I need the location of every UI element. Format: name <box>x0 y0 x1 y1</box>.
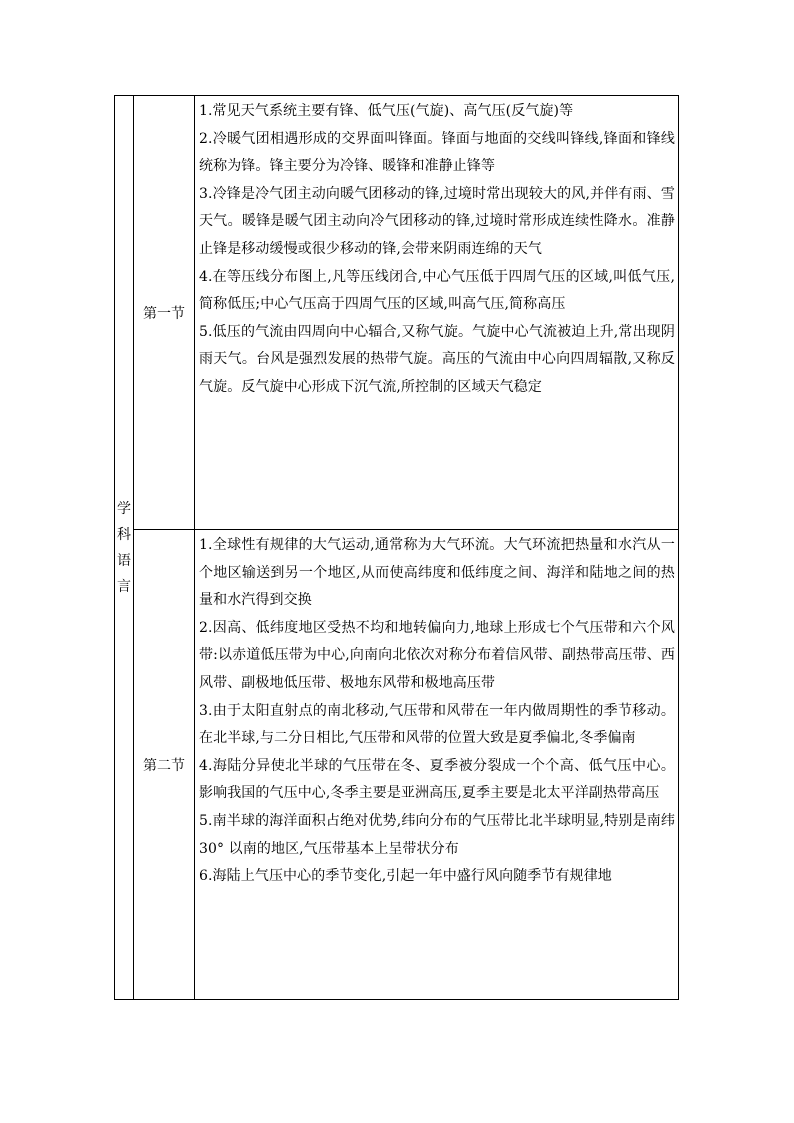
category-char: 学 <box>117 500 131 517</box>
section-content-cell <box>195 96 679 530</box>
category-char: 语 <box>117 552 131 569</box>
section-title-cell <box>134 530 195 1000</box>
table-row <box>115 530 679 1000</box>
list-item: 3.冷锋是冷气团主动向暖气团移动的锋,过境时常出现较大的风,并伴有雨、雪天气。暖锋是暖气团主动向冷气团移动的锋,过境时常形成连续性降水。准静止锋是移动缓慢或很少移动的锋,会带来阴雨连绵的天气 <box>199 185 675 257</box>
table-row <box>115 96 679 530</box>
list-item: 1.常见天气系统主要有锋、低气压(气旋)、高气压(反气旋)等 <box>199 103 574 119</box>
list-item: 4.在等压线分布图上,凡等压线闭合,中心气压低于四周气压的区域,叫低气压,简称低压;中心气压高于四周气压的区域,叫高气压,简称高压 <box>199 268 675 313</box>
section-title: 第二节 <box>143 757 185 774</box>
category-label <box>115 496 133 600</box>
list-item: 1.全球性有规律的大气运动,通常称为大气环流。大气环流把热量和水汽从一个地区输送到另一个地区,从而使高纬度和低纬度之间、海洋和陆地之间的热量和水汽得到交换 <box>199 537 675 609</box>
section-title-cell <box>134 96 195 530</box>
list-item: 6.海陆上气压中心的季节变化,引起一年中盛行风向随季节有规律地 <box>199 868 612 885</box>
list-item: 4.海陆分异使北半球的气压带在冬、夏季被分裂成一个个高、低气压中心。影响我国的气压中心,冬季主要是亚洲高压,夏季主要是北太平洋副热带高压 <box>199 757 675 802</box>
category-cell <box>115 96 134 1000</box>
list-item: 5.南半球的海洋面积占绝对优势,纬向分布的气压带比北半球明显,特别是南纬 30° 以南的地区,气压带基本上呈带状分布 <box>199 812 675 857</box>
category-char: 科 <box>117 526 131 543</box>
section-title: 第一节 <box>143 305 185 322</box>
list-item: 3.由于太阳直射点的南北移动,气压带和风带在一年内做周期性的季节移动。在北半球,与二分日相比,气压带和风带的位置大致是夏季偏北,冬季偏南 <box>199 702 675 747</box>
list-item: 2.因高、低纬度地区受热不均和地转偏向力,地球上形成七个气压带和六个风带:以赤道低压带为中心,向南向北依次对称分布着信风带、副热带高压带、西风带、副极地低压带、极地东风带和极地高压带 <box>199 619 675 691</box>
list-item: 2.冷暖气团相遇形成的交界面叫锋面。锋面与地面的交线叫锋线,锋面和锋线统称为锋。锋主要分为冷锋、暖锋和准静止锋等 <box>199 130 675 175</box>
section-content-cell <box>195 530 679 1000</box>
list-item: 5.低压的气流由四周向中心辐合,又称气旋。气旋中心气流被迫上升,常出现阴雨天气。台风是强烈发展的热带气旋。高压的气流由中心向四周辐散,又称反气旋。反气旋中心形成下沉气流,所控制的区域天气稳定 <box>199 323 675 395</box>
category-char: 言 <box>117 578 131 595</box>
content-table <box>114 95 679 1000</box>
